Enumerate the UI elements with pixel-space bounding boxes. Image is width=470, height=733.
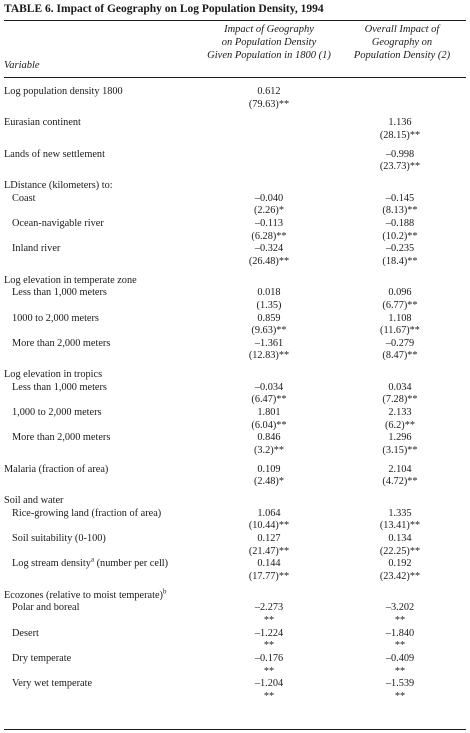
variable-label-text: Soil suitability (0-100) [12,533,106,544]
table-row [4,558,466,571]
variable-label-text: Log elevation in temperate zone [4,274,137,286]
table-row [4,640,466,653]
variable-label [4,571,204,584]
variable-label-text: Lands of new settlement [4,148,105,160]
col1-value: (26.48)** [248,255,290,267]
column-header-variable: Variable [4,60,40,71]
variable-label-text: More than 2,000 meters [12,432,111,444]
table-row [4,495,466,508]
table-row [4,130,466,143]
column-header-1 [204,23,334,62]
col1-value: 0.127 [257,533,281,544]
variable-label [4,130,204,143]
variable-label [4,86,204,99]
variable-label-text: Dry temperate [12,652,72,664]
col2-value: ** [394,665,406,677]
footnote-marker: a [90,555,95,564]
variable-label-text: Log elevation in tropics [4,369,103,381]
variable-label [4,369,204,382]
col1-value [204,149,334,162]
col2-value: –0.235 [385,243,415,255]
table-row [4,180,466,193]
col1-value: 0.846 [257,432,281,444]
col2-value: (7.28)** [382,394,418,406]
variable-label-text: Less than 1,000 meters [12,287,107,299]
column-header-2 [340,23,464,62]
table-row [4,243,466,256]
variable-label [4,602,204,615]
variable-label [4,243,204,256]
column-header-1-line: Impact of Geography [224,24,314,35]
variable-label-text: 1,000 to 2,000 meters [12,407,102,419]
variable-label-text: Log population density 1800 [4,86,123,97]
col1-value: (2.48)* [253,476,285,488]
table-row [4,325,466,338]
table-row [4,666,466,679]
table-row [4,394,466,407]
column-header-2-line: Population Density (2) [353,50,451,61]
variable-label [4,653,204,666]
col2-value [334,495,466,508]
col1-value: ** [263,665,275,677]
col2-value [334,86,466,99]
col2-value: ** [394,640,406,652]
col2-value: (4.72)** [382,476,418,488]
col1-value: (21.47)** [248,545,290,557]
col1-value [204,130,334,143]
col2-value: 2.133 [388,407,412,419]
variable-label [4,193,204,206]
col1-value: 0.109 [257,463,281,475]
table-row [4,369,466,382]
variable-label [4,587,204,603]
col1-value [204,117,334,130]
col1-value: ** [263,640,275,652]
col1-value: 0.144 [257,558,281,570]
variable-label [4,218,204,231]
table-row [4,520,466,533]
table-row [4,382,466,395]
variable-label [4,117,204,130]
variable-label [4,533,204,546]
col1-value: ** [263,614,275,626]
variable-label [4,628,204,641]
col1-value: (1.35) [256,299,282,311]
table-row [4,653,466,666]
variable-label-text: Desert [12,627,39,639]
col2-value: 0.192 [388,558,412,570]
variable-label [4,555,204,571]
col2-value: (23.73)** [379,161,421,173]
col1-value: (12.83)** [248,350,290,362]
variable-label [4,407,204,420]
col1-value [204,180,334,193]
variable-label [4,338,204,351]
variable-label [4,678,204,691]
table-row [4,338,466,351]
table-row [4,407,466,420]
column-header-2-line: Overall Impact of [364,24,440,35]
variable-label [4,445,204,458]
col1-value: –0.176 [254,652,284,664]
col2-value: 1.136 [388,117,412,129]
variable-label [4,180,204,193]
col2-value: (11.67)** [380,325,420,337]
table-row [4,205,466,218]
col1-value: 1.801 [257,407,281,419]
col1-value [204,590,334,603]
table-row [4,256,466,269]
col1-value: –1.361 [254,337,284,349]
col2-value: (8.47)** [382,350,418,362]
col2-value: –0.998 [385,148,415,160]
variable-label [4,161,204,174]
col2-value: 1.335 [388,507,412,519]
variable-label-text: (number per cell) [94,558,169,570]
col2-value: 2.104 [388,463,412,475]
variable-label-text: Malaria (fraction of area) [4,463,109,475]
table-row [4,86,466,99]
table-row [4,445,466,458]
variable-label [4,546,204,559]
variable-label [4,325,204,338]
col2-value: –1.840 [385,627,415,639]
variable-label-text: Soil and water [4,495,64,507]
table-row [4,300,466,313]
table-row [4,628,466,641]
variable-label [4,432,204,445]
col2-value: (6.2)** [384,419,416,431]
variable-label [4,205,204,218]
col2-value: (3.15)** [382,445,418,457]
col1-value: –0.034 [254,381,284,393]
variable-label [4,640,204,653]
col1-value: –0.324 [254,243,284,255]
col2-value: (8.13)** [382,205,418,217]
col1-value [204,495,334,508]
col2-value: –0.279 [385,337,415,349]
variable-label [4,394,204,407]
col2-value [334,180,466,193]
table-row [4,508,466,521]
col2-value: 1.108 [388,312,412,324]
col2-value: (18.4)** [382,255,418,267]
col1-value: (79.63)** [248,98,290,110]
table-row [4,546,466,559]
variable-label [4,666,204,679]
col2-value: (10.2)** [382,230,418,242]
variable-label [4,476,204,489]
col1-value: (17.77)** [248,570,290,582]
variable-label-text: Rice-growing land (fraction of area) [12,507,162,519]
table-row [4,275,466,288]
table-row [4,161,466,174]
column-header-1-line: Given Population in 1800 (1) [207,50,331,61]
variable-label [4,420,204,433]
col2-value: ** [394,614,406,626]
col2-value [334,275,466,288]
col1-value: –1.204 [254,678,284,690]
table-row [4,420,466,433]
col1-value: –2.273 [254,602,284,614]
col2-value: (13.41)** [379,520,421,532]
variable-label [4,313,204,326]
col2-value: (23.42)** [379,570,421,582]
footnote-marker: b [162,587,167,596]
variable-label [4,464,204,477]
variable-label [4,149,204,162]
variable-label [4,495,204,508]
col1-value: 0.018 [257,287,281,299]
table-row [4,313,466,326]
col2-value: 0.096 [388,287,412,299]
col2-value: 0.134 [388,533,412,544]
col1-value: 0.612 [257,86,281,97]
table-row [4,99,466,112]
variable-label-text: LDistance (kilometers) to: [4,179,113,191]
results-table [4,86,466,704]
variable-label [4,99,204,112]
col1-value: 0.859 [257,312,281,324]
table-row [4,691,466,704]
variable-label-text: Ocean-navigable river [12,217,104,229]
variable-label [4,256,204,269]
table-row [4,678,466,691]
variable-label [4,382,204,395]
col1-value: ** [263,690,275,702]
table-row [4,615,466,628]
col2-value: (28.15)** [379,129,421,141]
table-row [4,602,466,615]
col1-value: (6.04)** [251,419,287,431]
col2-value [334,99,466,112]
col2-value: –0.409 [385,652,415,664]
table-row [4,231,466,244]
col2-value: –3.202 [385,602,415,614]
col2-value [334,590,466,603]
column-header-1-line: on Population Density [221,37,317,48]
variable-label-text: Less than 1,000 meters [12,381,107,393]
header-rule [4,77,466,78]
variable-label [4,275,204,288]
variable-label-text: Very wet temperate [12,678,93,690]
col2-value [334,369,466,382]
table-row [4,571,466,584]
col1-value: –0.040 [254,192,284,204]
col1-value: (3.2)** [253,445,285,457]
col2-value: ** [394,690,406,702]
bottom-rule [4,729,466,730]
table-title: TABLE 6. Impact of Geography on Log Population Density, 1994 [4,3,324,15]
variable-label-text: Polar and boreal [12,602,80,614]
column-header-2-line: Geography on [371,37,433,48]
col1-value [204,161,334,174]
col2-value: (22.25)** [379,545,421,557]
variable-label [4,350,204,363]
col1-value: (10.44)** [248,520,290,532]
col2-value: 0.034 [388,381,412,393]
variable-label [4,287,204,300]
col2-value: –0.145 [385,192,415,204]
variable-label-text: More than 2,000 meters [12,337,111,349]
col1-value: 1.064 [257,507,281,519]
col1-value: (9.63)** [251,325,287,337]
results-table-body [4,86,466,704]
col1-value: (6.28)** [251,230,287,242]
table-row [4,149,466,162]
col1-value [204,369,334,382]
variable-label [4,615,204,628]
table-row [4,350,466,363]
table-row [4,287,466,300]
col2-value: 1.296 [388,432,412,444]
table-row [4,464,466,477]
col1-value: –0.113 [255,217,283,229]
top-rule [4,20,466,21]
variable-label [4,508,204,521]
variable-label [4,231,204,244]
variable-label-text: Log stream density [12,558,91,570]
col1-value: –1.224 [254,627,284,639]
col2-value: –1.539 [385,678,415,690]
variable-label-text: Coast [12,192,36,204]
variable-label-text: Ecozones (relative to moist temperate) [4,589,163,601]
col1-value: (6.47)** [251,394,287,406]
variable-label [4,300,204,313]
variable-label-text: 1000 to 2,000 meters [12,312,99,324]
col2-value: (6.77)** [382,299,418,311]
variable-label [4,520,204,533]
table-row [4,590,466,603]
col2-value: –0.188 [385,217,415,229]
table-row [4,476,466,489]
table-row [4,432,466,445]
table-row [4,218,466,231]
variable-label-text: Inland river [12,243,61,255]
table-row [4,117,466,130]
variable-label-text: Eurasian continent [4,117,81,129]
col1-value: (2.26)* [253,205,285,217]
col1-value [204,275,334,288]
table-row [4,533,466,546]
variable-label [4,691,204,704]
table-row [4,193,466,206]
